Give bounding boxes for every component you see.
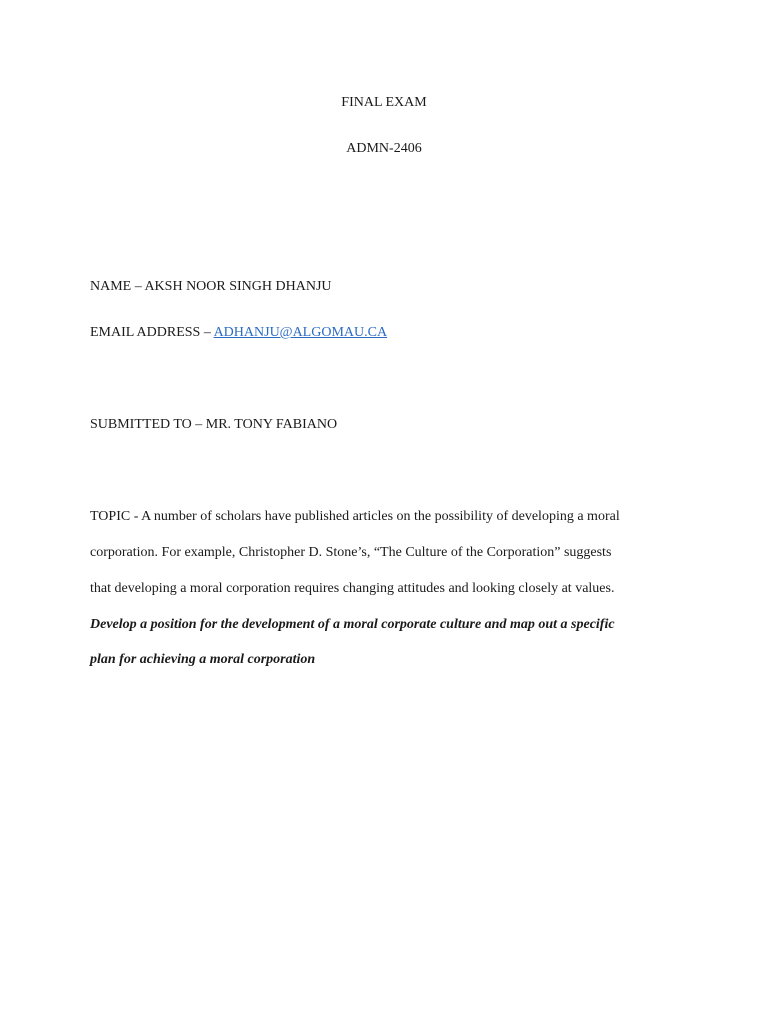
topic-line-2: corporation. For example, Christopher D. Stone’s, “The Culture of the Corporation” suggests — [90, 545, 612, 560]
email-label: EMAIL ADDRESS – — [90, 325, 214, 340]
email-line — [90, 324, 387, 342]
task-line-2: plan for achieving a moral corporation — [90, 652, 316, 667]
task-line-1: Develop a position for the development of a moral corporate culture and map out a specific — [90, 617, 615, 632]
topic-line-3: that developing a moral corporation requires changing attitudes and looking closely at values. — [90, 581, 615, 596]
exam-title: FINAL EXAM — [341, 95, 427, 110]
student-name: NAME – AKSH NOOR SINGH DHANJU — [90, 279, 332, 294]
topic-line-1: TOPIC - A number of scholars have published articles on the possibility of developing a moral — [90, 509, 620, 524]
email-link[interactable]: ADHANJU@ALGOMAU.CA — [213, 325, 388, 340]
submitted-to: SUBMITTED TO – MR. TONY FABIANO — [90, 417, 338, 432]
course-code: ADMN-2406 — [346, 141, 422, 156]
